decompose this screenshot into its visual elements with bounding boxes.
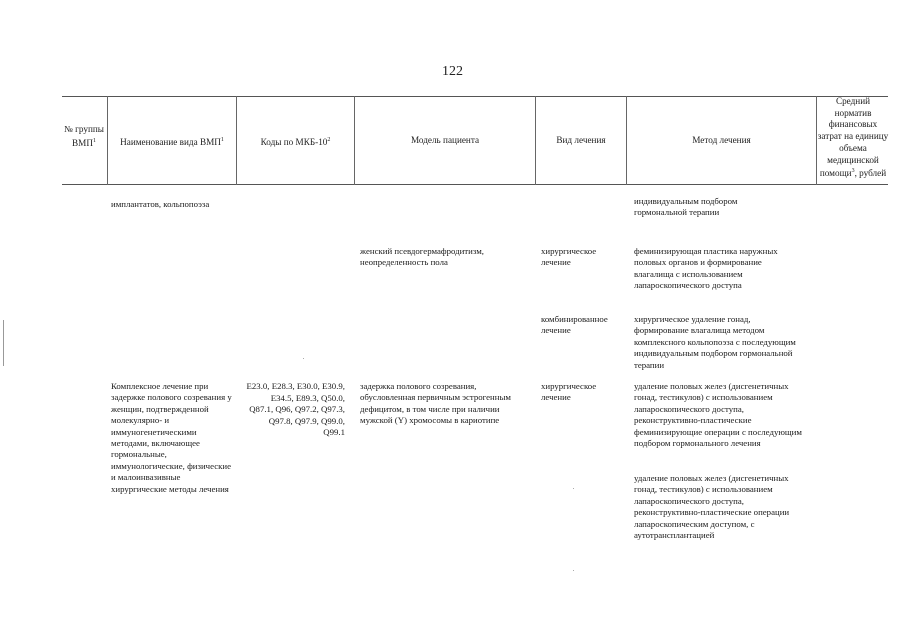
row2-patient-model: женский псевдогермафродитизм, неопределенность пола	[360, 246, 484, 268]
header-cost-text: Средний норматив финансовых затрат на единицу объема медицинской помощи	[817, 96, 889, 179]
header-cost-tail: , рублей	[854, 168, 887, 179]
header-vmp-name-text: Наименование вида ВМП	[120, 137, 221, 148]
header-bottom-rule	[62, 184, 888, 185]
header-treatment-type: Вид лечения	[556, 135, 606, 145]
header-group-text: № группы ВМП	[64, 124, 104, 148]
row4-patient-model: задержка полового созревания, обусловленная первичным эстрогенным дефицитом, в том числе при наличии мужской (Y) хромосомы в кариотипе	[360, 381, 511, 426]
row3-method: хирургическое удаление гонад, формирование влагалища методом комплексного кольпопоэза с последующим индивидуальным подбором гормональной терапии	[634, 314, 796, 370]
header-top-rule	[62, 96, 888, 97]
row1-method: индивидуальным подбором гормональной терапии	[634, 196, 738, 218]
row5-method: удаление половых желез (дисгенетичных гонад, тестикулов) с использованием лапароскопического доступа, реконструктивно-пластические операции лапароскопическим доступом, с аутотрансплантацией	[634, 473, 790, 541]
row2-method: феминизирующая пластика наружных половых органов и формирование влагалища с использованием лапароскопического доступа	[634, 246, 778, 291]
scan-dot	[573, 570, 574, 571]
scan-dot	[573, 488, 574, 489]
header-icd-codes-footnote: 2	[327, 137, 331, 143]
header-icd-codes-text: Коды по МКБ-10	[260, 137, 328, 148]
header-vmp-name	[108, 135, 236, 149]
row2-treatment-type: хирургическое лечение	[541, 246, 597, 268]
page-number: 122	[442, 64, 463, 79]
header-icd-codes	[237, 135, 354, 149]
row4-vmp-name: Комплексное лечение при задержке полового созревания у женщин, подтвержденной молекулярно- и иммуногенетическими методами, включающее гормональные, иммунологические, физические и малоинвазивные хирургические методы лечения	[111, 381, 232, 494]
row3-treatment-type: комбинированное лечение	[541, 314, 608, 336]
row4-icd-codes: E23.0, E28.3, E30.0, E30.9, E34.5, E89.3, Q50.0, Q87.1, Q96, Q97.2, Q97.3, Q97.8, Q97.9, Q99.0, Q99.1	[246, 381, 345, 438]
row4-treatment-type: хирургическое лечение	[541, 381, 597, 403]
row4-method: удаление половых желез (дисгенетичных гонад, тестикулов) с использованием лапароскопического доступа, реконструктивно-пластические феминизирующие операции с последующим подбором гормонального лечения	[634, 381, 802, 449]
margin-mark	[3, 320, 4, 366]
header-group-number	[62, 124, 106, 149]
header-vmp-name-footnote: 1	[220, 137, 224, 143]
header-cost	[817, 96, 889, 180]
header-group-footnote: 1	[92, 137, 96, 144]
scan-dot	[303, 358, 304, 359]
header-cost-footnote: 3	[851, 168, 855, 175]
header-patient-model: Модель пациента	[410, 135, 480, 145]
header-treatment-method: Метод лечения	[692, 135, 751, 145]
row1-vmp-name: имплантатов, кольпопоэза	[111, 199, 210, 209]
